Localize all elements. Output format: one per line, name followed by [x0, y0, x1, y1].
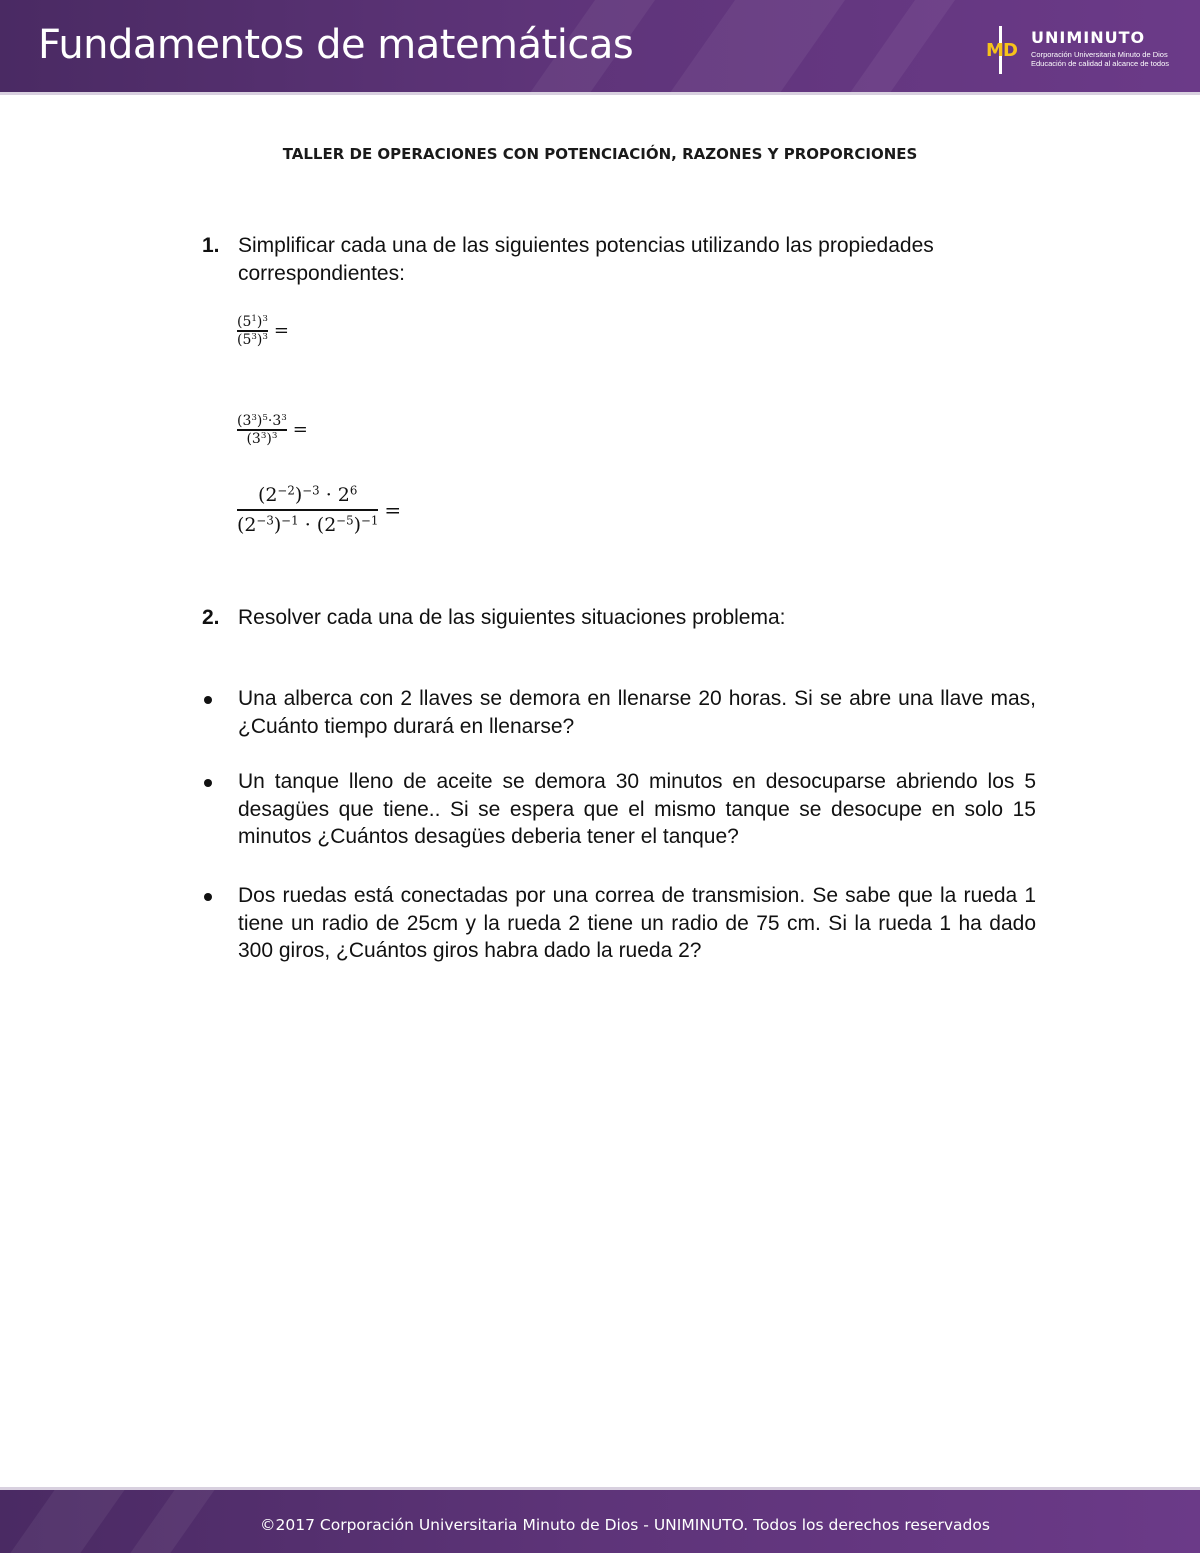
logo-tagline: Corporación Universitaria Minuto de Dios Educación de calidad al alcance de todos	[1031, 50, 1170, 68]
problem-item	[200, 882, 1036, 965]
question-2	[200, 604, 1036, 632]
expression-3	[237, 484, 401, 536]
question-number: 1.	[202, 234, 220, 257]
bullet-icon	[204, 696, 212, 704]
problem-text: Una alberca con 2 llaves se demora en llenarse 20 horas. Si se abre una llave mas, ¿Cuánto tiempo durará en llenarse?	[238, 687, 1036, 738]
fraction: $\frac{(3^3)^5\cdot 3^3}{(3^3)^3}$	[237, 413, 287, 447]
uniminuto-logo	[985, 24, 1175, 78]
expression-1	[237, 314, 289, 348]
question-1	[200, 232, 1036, 288]
svg-text:M: M	[986, 40, 1004, 61]
bullet-icon	[204, 893, 212, 901]
question-text: Simplificar cada una de las siguientes potencias utilizando las propiedades correspondientes:	[238, 234, 934, 285]
header-divider	[0, 92, 1200, 95]
course-title: Fundamentos de matemáticas	[38, 22, 634, 68]
equals-sign: =	[292, 419, 308, 441]
expression-2	[237, 413, 308, 447]
problem-text: Un tanque lleno de aceite se demora 30 minutos en desocuparse abriendo los 5 desagües que tiene.. Si se espera que el mismo tanque se desocupe en solo 15 minutos ¿Cuántos desagües deberia tener el tanque?	[238, 770, 1036, 848]
logo-mark-icon	[985, 26, 1025, 74]
fraction: $\frac{(5^1)^3}{(5^3)^3}$	[237, 314, 268, 348]
svg-text:D: D	[1003, 40, 1018, 61]
fraction: $\frac{(2^{-2})^{-3} \cdot 2^6}{(2^{-3})^{-1} \cdot (2^{-5})^{-1}}$	[237, 483, 379, 536]
question-number: 2.	[202, 606, 220, 629]
header-banner	[0, 0, 1200, 92]
problem-text: Dos ruedas está conectadas por una correa de transmision. Se sabe que la rueda 1 tiene un radio de 25cm y la rueda 2 tiene un radio de 75 cm. Si la rueda 1 ha dado 300 giros, ¿Cuántos giros habra dado la rueda 2?	[238, 884, 1036, 962]
question-text: Resolver cada una de las siguientes situaciones problema:	[238, 606, 786, 629]
equals-sign: =	[384, 497, 402, 522]
logo-name: UNIMINUTO	[1031, 28, 1146, 47]
document-title: TALLER DE OPERACIONES CON POTENCIACIÓN, RAZONES Y PROPORCIONES	[282, 145, 918, 163]
problem-item	[200, 768, 1036, 851]
bullet-icon	[204, 779, 212, 787]
problem-item	[200, 685, 1036, 740]
equals-sign: =	[273, 320, 289, 342]
copyright-text: ©2017 Corporación Universitaria Minuto de Dios - UNIMINUTO. Todos los derechos reservados	[260, 1516, 990, 1534]
